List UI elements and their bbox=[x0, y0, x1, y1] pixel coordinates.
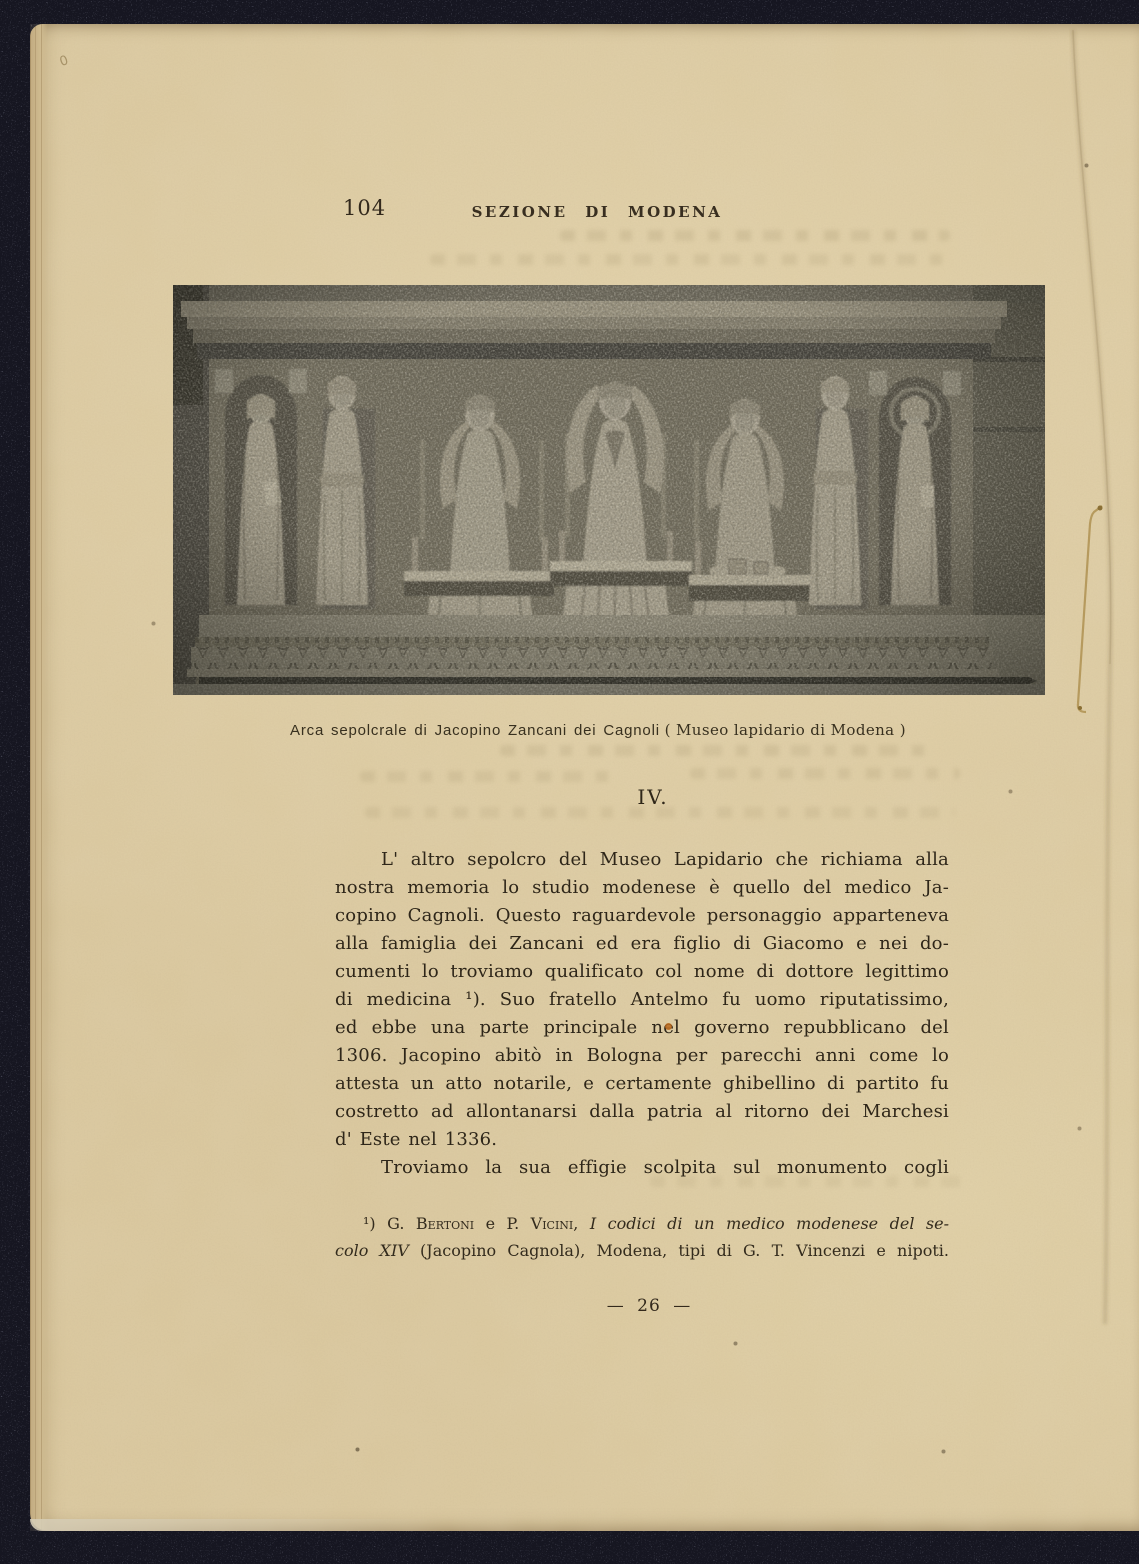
body-line: L' altro sepolcro del Museo Lapidario che richiama alla bbox=[381, 849, 949, 870]
figure-caption-paren: ( Museo lapidario di Modena ) bbox=[664, 721, 906, 739]
bleedthrough-line bbox=[430, 254, 950, 265]
body-line: di medicina ¹). Suo fratello Antelmo fu uomo riputatissimo, bbox=[335, 989, 949, 1010]
footnote-text: (Jacopino Cagnola), Modena, tipi di G. T. Vincenzi e nipoti. bbox=[408, 1241, 949, 1260]
footnote-text: e P. bbox=[474, 1214, 531, 1233]
pencil-mark: 0 bbox=[57, 53, 71, 70]
header-page-number: 104 bbox=[343, 196, 387, 220]
footnote-work-title: colo XIV bbox=[335, 1241, 409, 1260]
footnote-line bbox=[335, 1237, 949, 1264]
footnote-line bbox=[335, 1210, 949, 1237]
footnote-author: Vicini bbox=[530, 1214, 574, 1233]
footnote-marker: ¹) G. bbox=[363, 1214, 416, 1233]
body-line: ed ebbe una parte principale nel governo repubblicano del bbox=[335, 1017, 949, 1038]
page-footer-number: — 26 — bbox=[606, 1296, 692, 1316]
bleedthrough-line bbox=[560, 230, 950, 241]
body-line: alla famiglia dei Zancani ed era figlio di Giacomo e nei do- bbox=[335, 933, 949, 954]
footnote-author: Bertoni bbox=[415, 1214, 475, 1233]
body-line: costretto ad allontanarsi dalla patria al ritorno dei Marchesi bbox=[335, 1101, 949, 1122]
body-line: copino Cagnoli. Questo raguardevole personaggio apparteneva bbox=[335, 905, 949, 926]
page-edge-stack bbox=[30, 24, 48, 1531]
section-heading: IV. bbox=[637, 785, 669, 809]
bleedthrough-line bbox=[360, 771, 620, 782]
body-line: nostra memoria lo studio modenese è quello del medico Ja- bbox=[335, 877, 949, 898]
book-page bbox=[30, 24, 1139, 1531]
bleedthrough-line bbox=[690, 768, 960, 779]
bleedthrough-line bbox=[500, 745, 930, 756]
footnote-work-title: I codici di un medico modenese del se- bbox=[589, 1214, 950, 1233]
figure-caption-main: Arca sepolcrale di Jacopino Zancani dei Cagnoli bbox=[290, 722, 660, 739]
monument-photo bbox=[173, 285, 1045, 695]
body-line: d' Este nel 1336. bbox=[335, 1129, 498, 1150]
figure-caption bbox=[288, 721, 908, 739]
body-paragraph bbox=[335, 846, 949, 1182]
body-line: cumenti lo troviamo qualificato col nome di dottore legittimo bbox=[335, 961, 949, 982]
running-title: SEZIONE DI MODENA bbox=[471, 203, 723, 221]
footnote bbox=[335, 1210, 949, 1264]
page-edge-bottom bbox=[30, 1519, 450, 1531]
footnote-text: , bbox=[573, 1214, 590, 1233]
body-line: Troviamo la sua effigie scolpita sul monumento cogli bbox=[381, 1157, 949, 1178]
body-line: attesta un atto notarile, e certamente ghibellino di partito fu bbox=[335, 1073, 949, 1094]
body-line: 1306. Jacopino abitò in Bologna per parecchi anni come lo bbox=[335, 1045, 949, 1066]
